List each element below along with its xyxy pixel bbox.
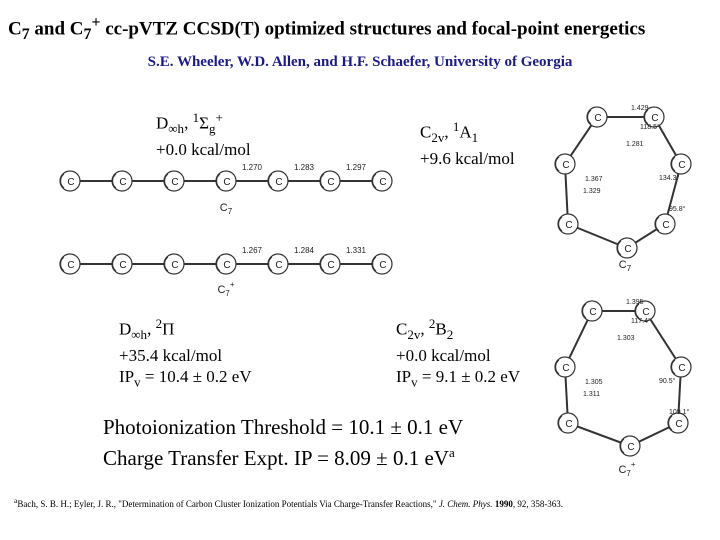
linear-neutral-state: $D_{\infty h}$, $^1\Sigma_g^+$ [156,110,223,137]
atom-label: C [662,220,670,231]
linear-cation-caption: $C_7^+$ [217,280,235,298]
cyclic-neutral-caption: $C_7$ [618,259,632,273]
atom-label: C [223,177,231,188]
linear-neutral-energy: +0.0 kcal/mol [156,140,251,160]
linear-neutral-bond-length: 1.283 [293,163,315,172]
atom-label: C [223,260,231,271]
atom-label: C [675,419,683,430]
linear-cation-ip: $IP_v = 10.4 \pm 0.2$ eV [119,367,252,390]
atom-label: C [327,177,335,188]
cyclic-neutral-geometry-value: 95.8° [669,206,686,213]
atom-label: C [589,307,597,318]
slide-title: $C_7$ and $C_7^+$ cc-pVTZ CCSD(T) optimized structures and focal-point energetics [8,14,646,44]
charge-transfer-ip: Charge Transfer Expt. IP = 8.09 ± 0.1 $eV^a$ [103,445,455,470]
atom-label: C [642,307,650,318]
authors-line: S.E. Wheeler, W.D. Allen, and H.F. Schaefer, University of Georgia [147,54,573,70]
cyclic-neutral-energy: +9.6 kcal/mol [420,149,515,169]
atom-label: C [327,260,335,271]
atom-label: C [67,260,75,271]
atom-label: C [171,260,179,271]
atom-label: C [678,160,686,171]
cyclic-cation-geometry-value: 109.1° [669,409,690,416]
linear-neutral-bond-length: 1.270 [241,163,263,172]
cyclic-cation-geometry-value: 117.4° [631,318,651,325]
cyclic-cation-energy: +0.0 kcal/mol [396,346,491,366]
linear-neutral-bond-length: 1.297 [345,163,367,172]
linear-cation-bond-length: 1.267 [241,246,263,255]
atom-label: C [651,113,659,124]
cyclic-neutral-geometry-value: 1.367 [585,176,603,183]
cyclic-cation-geometry-value: 90.5° [659,378,676,385]
atom-label: C [119,260,127,271]
threshold-block [103,414,463,471]
atom-label: C [562,160,570,171]
atom-label: C [565,419,573,430]
linear-cation-bond-length: 1.284 [293,246,315,255]
atom-label: C [119,177,127,188]
cyclic-cation-geometry-value: 1.395 [626,299,644,306]
atom-label: C [562,363,570,374]
linear-cation-bond-length: 1.331 [345,246,367,255]
atom-label: C [275,260,283,271]
cyclic-neutral-geometry-value: 1.429 [631,105,649,112]
linear-cation-state: $D_{\infty h}$, $^2$Π [119,316,175,343]
cyclic-cation-geometry-value: 1.311 [583,391,600,398]
atom-label: C [275,177,283,188]
photoionization-threshold: Photoionization Threshold = 10.1 ± 0.1 eV [103,415,464,439]
cyclic-neutral-geometry-value: 1.329 [583,188,601,195]
linear-neutral-caption: $C_7$ [219,202,233,216]
cyclic-cation-ip: $IP_v = 9.1 \pm 0.2$ eV [396,367,521,390]
cyclic-cation-geometry-value: 1.303 [617,335,635,342]
cyclic-neutral-geometry-value: 1.281 [626,141,644,148]
atom-label: C [594,113,602,124]
cyclic-neutral-geometry-value: 134.3° [659,175,680,182]
atom-label: C [627,442,635,453]
linear-cation-energy: +35.4 kcal/mol [119,346,223,366]
atom-label: C [624,244,632,255]
atom-label: C [565,220,573,231]
reference-footnote: $^a$Bach, S. B. H.; Eyler, J. R., "Determination of Carbon Cluster Ionization Potentials Via Charge-Transfer Reactions," J. Chem. Phys. 1990, 92, 358-363. [14,496,564,509]
atom-label: C [67,177,75,188]
cyclic-neutral-geometry-value: 118.5° [640,124,660,131]
cyclic-cation-caption: $C_7^+$ [618,460,636,478]
atom-label: C [379,260,387,271]
cyclic-neutral-state: $C_{2v}$, $^1A_1$ [420,119,479,146]
atom-label: C [379,177,387,188]
cyclic-cation-state: $C_{2v}$, $^2B_2$ [396,316,454,343]
cyclic-cation-geometry-value: 1.305 [585,379,603,386]
atom-label: C [171,177,179,188]
atom-label: C [678,363,686,374]
